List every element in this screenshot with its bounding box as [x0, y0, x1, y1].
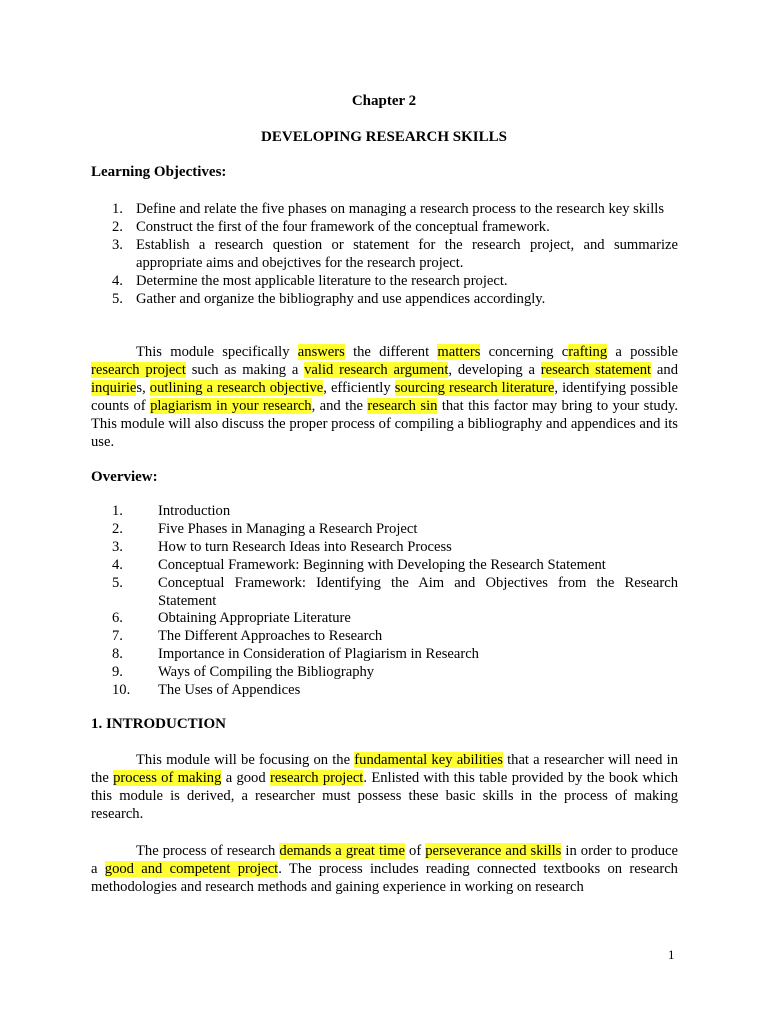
learning-objectives-list: [91, 200, 678, 308]
paragraph-text: such as making a: [185, 362, 305, 378]
overview-text: Five Phases in Managing a Research Project: [158, 520, 418, 537]
paragraph-text: that this factor may bring to your study. This module will also discuss the proper process of compiling a bibliography and appendices and its use.: [91, 398, 678, 450]
paragraph-text: , efficiently: [323, 380, 395, 396]
objective-number: 4.: [112, 273, 123, 289]
overview-item: [91, 557, 678, 575]
paragraph-text: of: [404, 843, 426, 859]
highlighted-text: research project: [269, 770, 364, 786]
overview-number: 2.: [112, 520, 123, 537]
highlighted-text: outlining a research objective: [149, 380, 324, 396]
overview-text: Introduction: [158, 503, 231, 519]
paragraph-text: a good: [221, 770, 270, 786]
objective-number: 5.: [112, 291, 123, 307]
paragraph-text: , and the: [311, 398, 368, 414]
introduction-heading: 1. INTRODUCTION: [91, 716, 227, 732]
objective-item: [91, 272, 678, 290]
paragraph-text: that a researcher will need in the: [91, 752, 679, 786]
objective-text: Determine the most applicable literature to the research project.: [136, 273, 508, 289]
module-description-paragraph: [91, 343, 678, 451]
overview-number: 4.: [112, 556, 123, 573]
overview-number: 6.: [112, 610, 123, 627]
overview-number: 5.: [112, 574, 123, 591]
chapter-label: Chapter 2: [351, 93, 417, 109]
page-number: 1: [668, 947, 675, 962]
paragraph-text: This module specifically: [136, 344, 298, 360]
paragraph-text: The process of research: [136, 843, 280, 859]
objective-item: [91, 236, 678, 272]
introduction-paragraph-2: [91, 842, 678, 896]
overview-text: Conceptual Framework: Beginning with Developing the Research Statement: [158, 556, 606, 573]
overview-number: 10.: [112, 682, 131, 699]
paragraph-text: , identifying possible counts of: [91, 380, 678, 414]
chapter-title: DEVELOPING RESEARCH SKILLS: [261, 129, 507, 145]
overview-heading: Overview:: [91, 469, 158, 485]
highlighted-text: good and competent project: [104, 861, 279, 877]
overview-text: Obtaining Appropriate Literature: [158, 610, 351, 627]
paragraph-text: . Enlisted with this table provided by the book which this module is derived, a researcher must possess these basic skills in the process of making research.: [91, 770, 678, 822]
highlighted-text: research project: [91, 362, 186, 378]
highlighted-text: fundamental key abilities: [354, 752, 503, 768]
overview-number: 3.: [112, 538, 123, 555]
overview-list: [91, 503, 678, 700]
highlighted-text: valid research argument: [304, 362, 449, 378]
overview-text: Importance in Consideration of Plagiarism in Research: [158, 646, 479, 663]
paragraph-text: and: [651, 362, 678, 378]
overview-text: Conceptual Framework: Identifying the Aim and Objectives from the Research Statement: [158, 574, 678, 609]
highlighted-text: research statement: [540, 362, 652, 378]
learning-objectives-heading: Learning Objectives:: [91, 164, 227, 180]
objective-item: [91, 290, 678, 308]
overview-item: [91, 539, 678, 557]
introduction-paragraph-1: [91, 751, 678, 823]
overview-text: How to turn Research Ideas into Research Process: [158, 538, 452, 555]
highlighted-text: process of making: [113, 770, 222, 786]
paragraph-text: in order to produce a: [91, 843, 679, 877]
overview-item: [91, 646, 678, 664]
paragraph-text: , developing a: [448, 362, 541, 378]
overview-text: The Uses of Appendices: [158, 682, 301, 699]
paragraph-text: the different: [344, 344, 438, 360]
overview-item: [91, 503, 678, 521]
overview-number: 9.: [112, 664, 123, 681]
paragraph-text: . The process includes reading connected textbooks on research methodologies and research methods and gaining experience in working on research: [91, 861, 678, 895]
overview-number: 8.: [112, 646, 123, 663]
paragraph-text: a possible: [607, 344, 678, 360]
overview-item: [91, 628, 678, 646]
overview-item: [91, 521, 678, 539]
objective-number: 3.: [112, 237, 123, 253]
highlighted-text: plagiarism in your research: [150, 398, 312, 414]
objective-item: [91, 218, 678, 236]
overview-number: 1.: [112, 503, 123, 519]
highlighted-text: demands a great time: [279, 843, 405, 859]
overview-item: [91, 664, 678, 682]
objective-text: Gather and organize the bibliography and use appendices accordingly.: [136, 291, 546, 307]
paragraph-text: s,: [136, 380, 150, 396]
highlighted-text: inquirie: [91, 380, 137, 396]
objective-text: Establish a research question or statement for the research project, and summarize appropriate aims and obejctives for the research project.: [136, 237, 678, 271]
highlighted-text: research sin: [367, 398, 438, 414]
objective-number: 2.: [112, 219, 123, 235]
overview-number: 7.: [112, 628, 123, 645]
overview-item: [91, 610, 678, 628]
objective-item: [91, 200, 678, 218]
highlighted-text: perseverance and skills: [425, 843, 562, 859]
highlighted-text: sourcing research literature: [394, 380, 555, 396]
highlighted-text: rafting: [568, 344, 608, 360]
overview-text: Ways of Compiling the Bibliography: [158, 664, 375, 681]
paragraph-text: concerning c: [480, 344, 569, 360]
overview-item: [91, 575, 678, 611]
highlighted-text: answers: [297, 344, 345, 360]
objective-text: Define and relate the five phases on managing a research process to the research key skills: [136, 201, 664, 217]
paragraph-text: This module will be focusing on the: [136, 752, 355, 768]
overview-text: The Different Approaches to Research: [158, 628, 383, 645]
highlighted-text: matters: [437, 344, 481, 360]
objective-number: 1.: [112, 201, 123, 217]
objective-text: Construct the first of the four framework of the conceptual framework.: [136, 219, 550, 235]
overview-item: [91, 682, 678, 700]
